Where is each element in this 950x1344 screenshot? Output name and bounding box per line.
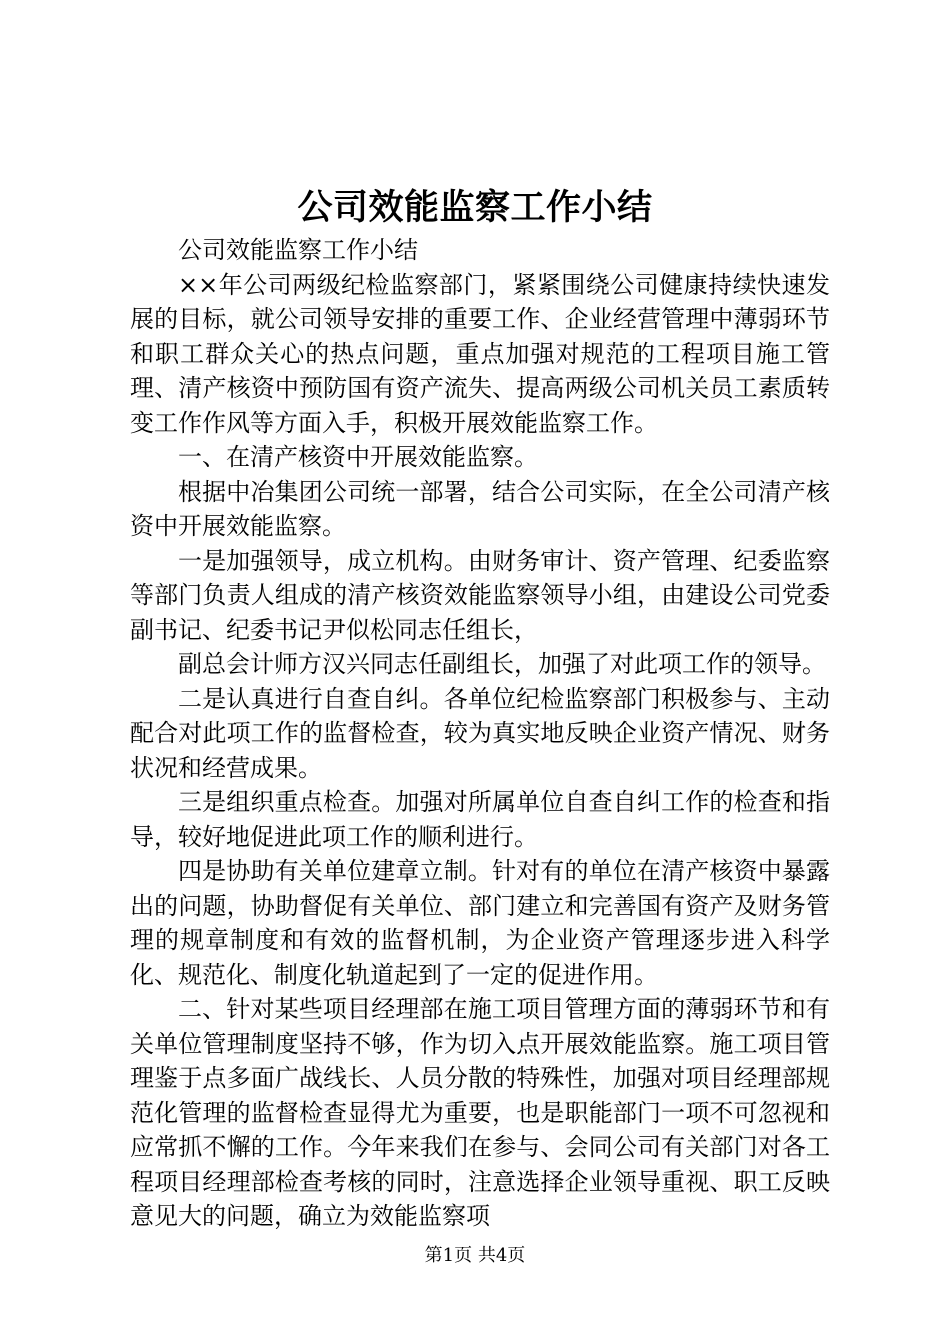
paragraph: 二是认真进行自查自纠。各单位纪检监察部门积极参与、主动配合对此项工作的监督检查，较为真实地反映企业资产情况、财务状况和经营成果。 [130, 684, 830, 782]
document-body [130, 233, 830, 1234]
section-heading-1: 一、在清产核资中开展效能监察。 [178, 443, 538, 471]
paragraph-section-2: 二、针对某些项目经理部在施工项目管理方面的薄弱环节和有关单位管理制度坚持不够，作为切入点开展效能监察。施工项目管理鉴于点多面广战线长、人员分散的特殊性，加强对项目经理部规范化管理的监督检查显得尤为重要，也是职能部门一项不可忽视和应常抓不懈的工作。今年来我们在参与、会同公司有关部门对各工程项目经理部检查考核的同时，注意选择企业领导重视、职工反映意见大的问题，确立为效能监察项 [130, 995, 830, 1230]
page-footer: 第1页 共4页 [424, 1245, 526, 1266]
paragraph-intro: ××年公司两级纪检监察部门，紧紧围绕公司健康持续快速发展的目标，就公司领导安排的重要工作、企业经营管理中薄弱环节和职工群众关心的热点问题，重点加强对规范的工程项目施工管理、清产核资中预防国有资产流失、提高两级公司机关员工素质转变工作作风等方面入手，积极开展效能监察工作。 [130, 270, 830, 437]
paragraph: 一是加强领导，成立机构。由财务审计、资产管理、纪委监察等部门负责人组成的清产核资效能监察领导小组，由建设公司党委副书记、纪委书记尹似松同志任组长， [130, 546, 830, 644]
document-title: 公司效能监察工作小结 [297, 187, 653, 228]
paragraph: 副总会计师方汉兴同志任副组长，加强了对此项工作的领导。 [178, 650, 826, 678]
paragraph-subtitle: 公司效能监察工作小结 [178, 236, 418, 264]
paragraph: 四是协助有关单位建章立制。针对有的单位在清产核资中暴露出的问题，协助督促有关单位、部门建立和完善国有资产及财务管理的规章制度和有效的监督机制，为企业资产管理逐步进入科学化、规范化、制度化轨道起到了一定的促进作用。 [130, 857, 830, 989]
paragraph: 根据中冶集团公司统一部署，结合公司实际，在全公司清产核资中开展效能监察。 [130, 477, 830, 540]
paragraph: 三是组织重点检查。加强对所属单位自查自纠工作的检查和指导，较好地促进此项工作的顺利进行。 [130, 788, 830, 851]
